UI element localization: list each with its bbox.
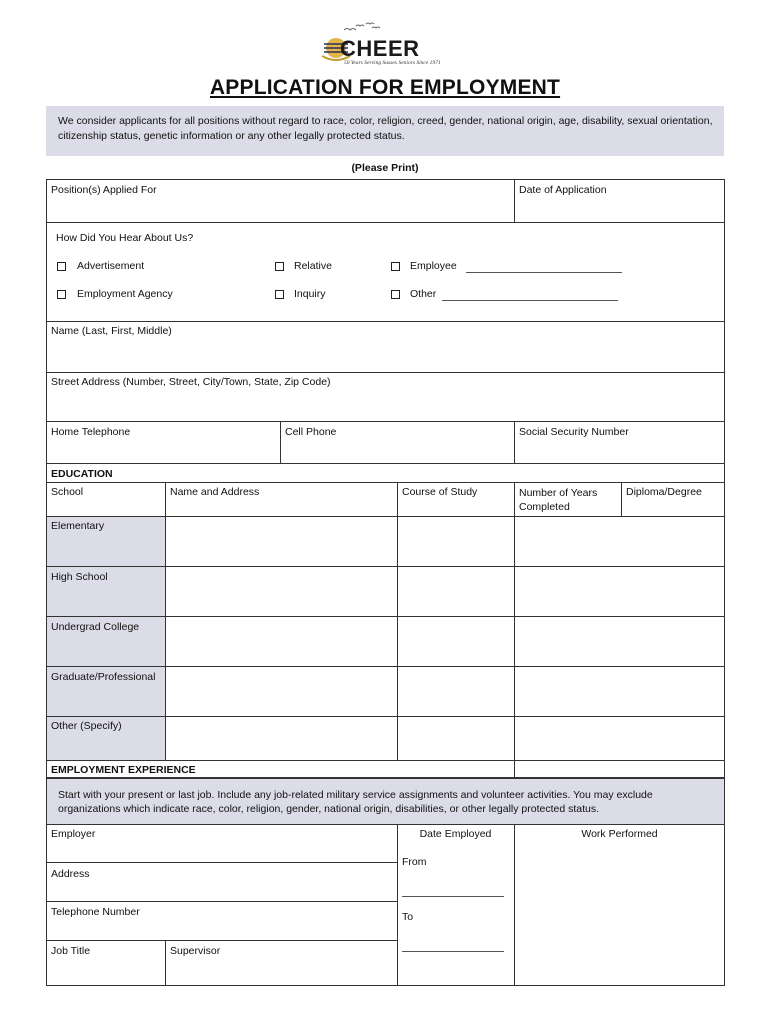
date-of-application-field[interactable]: Date of Application bbox=[519, 184, 607, 196]
supervisor-field[interactable]: Supervisor bbox=[170, 945, 221, 957]
other-label: Other bbox=[410, 288, 437, 300]
employment-agency-checkbox[interactable] bbox=[57, 290, 66, 299]
logo-wordmark: CHEER bbox=[340, 36, 420, 61]
diploma-column-header: Diploma/Degree bbox=[626, 486, 702, 498]
education-heading: EDUCATION bbox=[51, 468, 113, 480]
to-label: To bbox=[402, 911, 414, 923]
other-checkbox[interactable] bbox=[391, 290, 400, 299]
job-title-field[interactable]: Job Title bbox=[51, 945, 91, 957]
other-source-line[interactable] bbox=[442, 300, 618, 301]
from-label: From bbox=[402, 856, 427, 868]
employee-name-line[interactable] bbox=[466, 272, 622, 273]
other-school-row-label: Other (Specify) bbox=[51, 720, 122, 732]
school-column-header: School bbox=[51, 486, 84, 498]
relative-checkbox[interactable] bbox=[275, 262, 284, 271]
advertisement-checkbox[interactable] bbox=[57, 262, 66, 271]
employment-note: Start with your present or last job. Include any job-related military service assignments and volunteer activities. You may exclude organizations which indicate race, color, religion, gender, national origin, disabilities, or other legally protected status. bbox=[58, 789, 653, 815]
ssn-field[interactable]: Social Security Number bbox=[519, 426, 629, 438]
employer-field[interactable]: Employer bbox=[51, 828, 96, 840]
inquiry-label: Inquiry bbox=[294, 288, 326, 300]
please-print-note: (Please Print) bbox=[351, 162, 419, 174]
employment-heading: EMPLOYMENT EXPERIENCE bbox=[51, 764, 196, 776]
course-column-header: Course of Study bbox=[402, 486, 478, 498]
graduate-row-label: Graduate/Professional bbox=[51, 671, 156, 683]
high-school-row-label: High School bbox=[51, 571, 108, 583]
years-column-header: Number of Years Completed bbox=[519, 487, 598, 513]
date-employed-header: Date Employed bbox=[419, 828, 492, 840]
undergrad-row-label: Undergrad College bbox=[51, 621, 140, 633]
name-field[interactable]: Name (Last, First, Middle) bbox=[51, 325, 172, 337]
street-address-field[interactable]: Street Address (Number, Street, City/Town, State, Zip Code) bbox=[51, 376, 331, 388]
eeo-notice bbox=[46, 106, 724, 156]
employee-label: Employee bbox=[410, 260, 457, 272]
from-date-line[interactable] bbox=[402, 896, 504, 897]
elementary-row-label: Elementary bbox=[51, 520, 105, 532]
cell-phone-field[interactable]: Cell Phone bbox=[285, 426, 337, 438]
employee-checkbox[interactable] bbox=[391, 262, 400, 271]
positions-applied-field[interactable]: Position(s) Applied For bbox=[51, 184, 157, 196]
inquiry-checkbox[interactable] bbox=[275, 290, 284, 299]
birds-icon bbox=[344, 23, 380, 30]
relative-label: Relative bbox=[294, 260, 332, 272]
employment-agency-label: Employment Agency bbox=[77, 288, 173, 300]
logo-tagline: 50 Years Serving Sussex Seniors Since 1971 bbox=[344, 60, 441, 66]
hear-about-label: How Did You Hear About Us? bbox=[56, 232, 194, 244]
address-field[interactable]: Address bbox=[51, 868, 90, 880]
work-performed-field[interactable]: Work Performed bbox=[581, 828, 658, 840]
page-title: APPLICATION FOR EMPLOYMENT bbox=[209, 76, 561, 99]
home-telephone-field[interactable]: Home Telephone bbox=[51, 426, 131, 438]
eeo-notice-text: We consider applicants for all positions without regard to race, color, religion, creed, gender, national origin, age, disability, sexual orientation, citizenship status, genetic information or any other legally protected status. bbox=[58, 115, 713, 142]
name-address-column-header: Name and Address bbox=[170, 486, 260, 498]
telephone-number-field[interactable]: Telephone Number bbox=[51, 906, 140, 918]
to-date-line[interactable] bbox=[402, 951, 504, 952]
advertisement-label: Advertisement bbox=[77, 260, 145, 272]
employment-table bbox=[46, 824, 725, 986]
